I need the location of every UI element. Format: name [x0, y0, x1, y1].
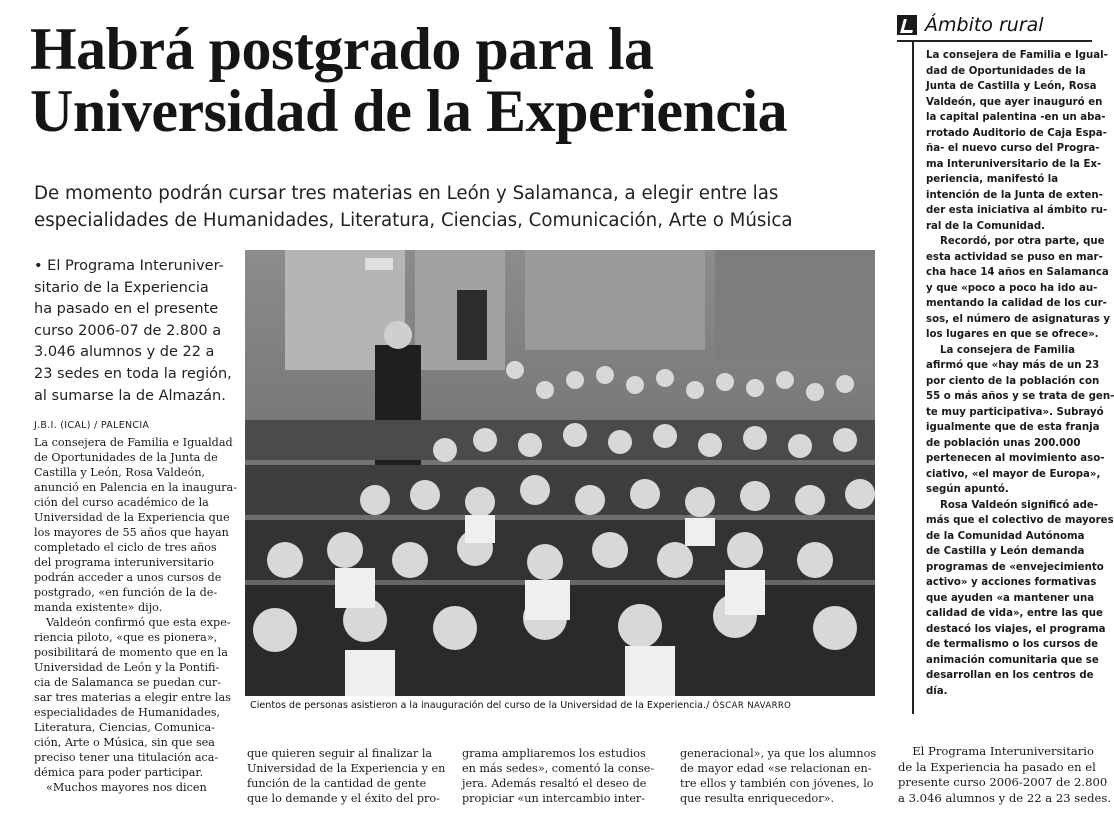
sidebar-title: Ámbito rural: [925, 14, 1044, 36]
body-line: generacional», ya que los alumnos: [680, 747, 877, 760]
sidebar-line: rrotado Auditorio de Caja Espa-: [926, 127, 1107, 139]
photo-caption: [250, 700, 870, 711]
sidebar-line: los lugares en que se ofrece».: [926, 329, 1099, 340]
sidebar-line: der esta iniciativa al ámbito ru-: [926, 205, 1108, 216]
sidebar-line: calidad de vida», entre las que: [926, 608, 1103, 619]
body-line: posibilitará de momento que en la: [34, 646, 228, 659]
highlight-line: sitario de la Experiencia: [34, 279, 209, 296]
headline-line: Habrá postgrado para la: [30, 16, 654, 82]
article-column-1: [34, 435, 244, 795]
body-line: sar tres materias a elegir entre las: [34, 691, 231, 704]
subheadline-line: De momento podrán cursar tres materias en León y Salamanca, a elegir entre las: [34, 183, 779, 204]
summary-line: a 3.046 alumnos y de 22 a 23 sedes.: [898, 790, 1112, 805]
body-line: jera. Además resaltó el deseo de: [462, 777, 647, 790]
wall-sign: [457, 290, 487, 360]
sidebar-line: activo» y acciones formativas: [926, 577, 1097, 588]
body-line: de Oportunidades de la Junta de: [34, 451, 218, 464]
sidebar-line: ña- el nuevo curso del Progra-: [926, 143, 1100, 154]
sidebar-line: animación comunitaria que se: [926, 654, 1099, 666]
sidebar-line: Valdeón, que ayer inauguró en: [926, 96, 1103, 108]
sidebar-line: igualmente que de esta franja: [926, 422, 1100, 433]
summary-line: presente curso 2006-2007 de 2.800: [898, 775, 1108, 790]
sidebar-line: destacó los viajes, el programa: [926, 623, 1106, 635]
body-line: Literatura, Ciencias, Comunica-: [34, 721, 215, 734]
body-line: «Muchos mayores nos dicen: [46, 781, 207, 794]
body-line: del programa interuniversitario: [34, 556, 214, 569]
highlight-line: 3.046 alumnos y de 22 a: [34, 344, 215, 361]
sidebar-line: ral de la Comunidad.: [926, 220, 1046, 232]
body-line: en más sedes», comentó la conse-: [462, 762, 655, 775]
body-line: postgrado, «en función de la de-: [34, 586, 218, 599]
photo-credit: ÓSCAR NAVARRO: [712, 701, 792, 711]
body-line: La consejera de Familia e Igualdad: [34, 436, 233, 449]
body-line: tre ellos y también con jóvenes, lo: [680, 777, 874, 790]
sidebar-line: dad de Oportunidades de la: [926, 65, 1086, 77]
sidebar-line: por ciento de la población con: [926, 375, 1100, 387]
exit-sign: [365, 258, 393, 270]
body-line: Universidad de la Experiencia y en: [247, 762, 446, 775]
sidebar-line: afirmó que «hay más de un 23: [926, 360, 1100, 371]
body-line: que resulta enriquecedor».: [680, 792, 835, 805]
sidebar-line: según apuntó.: [926, 484, 1009, 495]
body-line: Valdeón confirmó que esta expe-: [46, 616, 231, 629]
sidebar-line: que ayuden «a mantener una: [926, 592, 1095, 604]
body-line: démica para poder participar.: [34, 766, 204, 779]
sidebar-line: de población unas 200.000: [926, 437, 1081, 449]
sidebar-line: Junta de Castilla y León, Rosa: [926, 81, 1097, 92]
sidebar-line: ciativo, «el mayor de Europa»,: [926, 468, 1101, 480]
sidebar-line: intención de la Junta de exten-: [926, 189, 1103, 201]
summary-line: de la Experiencia ha pasado en el: [898, 759, 1096, 774]
body-line: podrán acceder a unos cursos de: [34, 571, 222, 584]
highlight-summary: [34, 256, 234, 407]
article-column-4: [680, 746, 890, 806]
body-line: Universidad de León y la Pontifi-: [34, 661, 220, 674]
closing-summary: [898, 744, 1112, 806]
sidebar-line: más que el colectivo de mayores: [926, 515, 1114, 526]
caption-text: Cientos de personas asistieron a la inauguración del curso de la Universidad de la Experiencia./: [250, 700, 710, 711]
sidebar-line: la capital palentina -en un aba-: [926, 112, 1106, 123]
sidebar-line: Rosa Valdeón significó ade-: [940, 499, 1099, 511]
sidebar-line: sos, el número de asignaturas y: [926, 313, 1110, 325]
headline: [30, 18, 880, 142]
sidebar-header: [897, 14, 1044, 36]
body-line: cia de Salamanca se puedan cur-: [34, 676, 222, 689]
sidebar-line: pertenecen al movimiento aso-: [926, 453, 1105, 464]
sidebar-line: periencia, manifestó la: [926, 174, 1059, 185]
body-line: los mayores de 55 años que hayan: [34, 526, 229, 539]
body-line: ción del curso académico de la: [34, 496, 209, 509]
sidebar-line: cha hace 14 años en Salamanca: [926, 267, 1109, 278]
article-column-3: [462, 746, 672, 806]
body-line: de mayor edad «se relacionan en-: [680, 762, 872, 775]
sidebar-line: Recordó, por otra parte, que: [940, 236, 1105, 247]
wall-panel: [715, 250, 875, 360]
summary-line: El Programa Interuniversitario: [912, 744, 1094, 758]
sidebar-line: te muy participativa». Subrayó: [926, 406, 1104, 418]
body-line: ción, Arte o Música, sin que sea: [34, 736, 215, 749]
body-line: anunció en Palencia en la inaugura-: [34, 481, 237, 494]
subheadline-line: especialidades de Humanidades, Literatura, Ciencias, Comunicación, Arte o Música: [34, 210, 793, 231]
newspaper-logo-icon: [897, 15, 917, 35]
sidebar-line: La consejera de Familia e Igual-: [926, 50, 1108, 61]
body-line: manda existente» dijo.: [34, 601, 163, 614]
standing-person-head: [384, 321, 412, 349]
wall-panel: [525, 250, 705, 350]
sidebar-line: de termalismo o los cursos de: [926, 639, 1099, 650]
sidebar-line: día.: [926, 685, 948, 697]
highlight-line: curso 2006-07 de 2.800 a: [34, 322, 222, 339]
audience-illustration: [245, 250, 875, 696]
article-column-2: [247, 746, 457, 806]
seat-row: [245, 420, 875, 460]
sidebar-line: y que «poco a poco ha ido au-: [926, 282, 1098, 294]
sidebar-line: ma Interuniversitario de la Ex-: [926, 158, 1102, 170]
body-line: propiciar «un intercambio inter-: [462, 792, 646, 805]
sidebar-line: esta actividad se puso en mar-: [926, 251, 1103, 263]
sidebar-body: [926, 48, 1114, 699]
body-line: especialidades de Humanidades,: [34, 706, 220, 719]
body-line: que quieren seguir al finalizar la: [247, 747, 433, 760]
sidebar-line: 55 o más años y se trata de gen-: [926, 391, 1114, 402]
event-photo: [245, 250, 875, 696]
sidebar-line: programas de «envejecimiento: [926, 561, 1104, 573]
headline-line: Universidad de la Experiencia: [30, 78, 788, 144]
highlight-line: 23 sedes en toda la región,: [34, 365, 232, 382]
body-line: preciso tener una titulación aca-: [34, 751, 219, 764]
sidebar-rule: [912, 42, 914, 714]
body-line: grama ampliaremos los estudios: [462, 747, 646, 760]
sidebar-rule: [897, 40, 1092, 42]
highlight-line: al sumarse la de Almazán.: [34, 387, 226, 404]
body-line: que lo demande y el éxito del pro-: [247, 792, 440, 805]
highlight-line: • El Programa Interuniver-: [34, 258, 224, 274]
highlight-line: ha pasado en el presente: [34, 301, 219, 318]
sidebar-line: desarrollan en los centros de: [926, 670, 1094, 681]
body-line: función de la cantidad de gente: [247, 777, 427, 790]
body-line: riencia piloto, «que es pionera»,: [34, 631, 218, 644]
sidebar-line: mentando la calidad de los cur-: [926, 298, 1107, 309]
body-line: completado el ciclo de tres años: [34, 541, 217, 554]
body-line: Castilla y León, Rosa Valdeón,: [34, 466, 206, 479]
sidebar-line: de la Comunidad Autónoma: [926, 530, 1085, 542]
byline: J.B.I. (ICAL) / PALENCIA: [34, 420, 150, 431]
seat-row: [245, 465, 875, 515]
subheadline: [34, 180, 864, 234]
sidebar-line: de Castilla y León demanda: [926, 546, 1085, 557]
sidebar-line: La consejera de Familia: [940, 344, 1075, 356]
body-line: Universidad de la Experiencia que: [34, 511, 230, 524]
